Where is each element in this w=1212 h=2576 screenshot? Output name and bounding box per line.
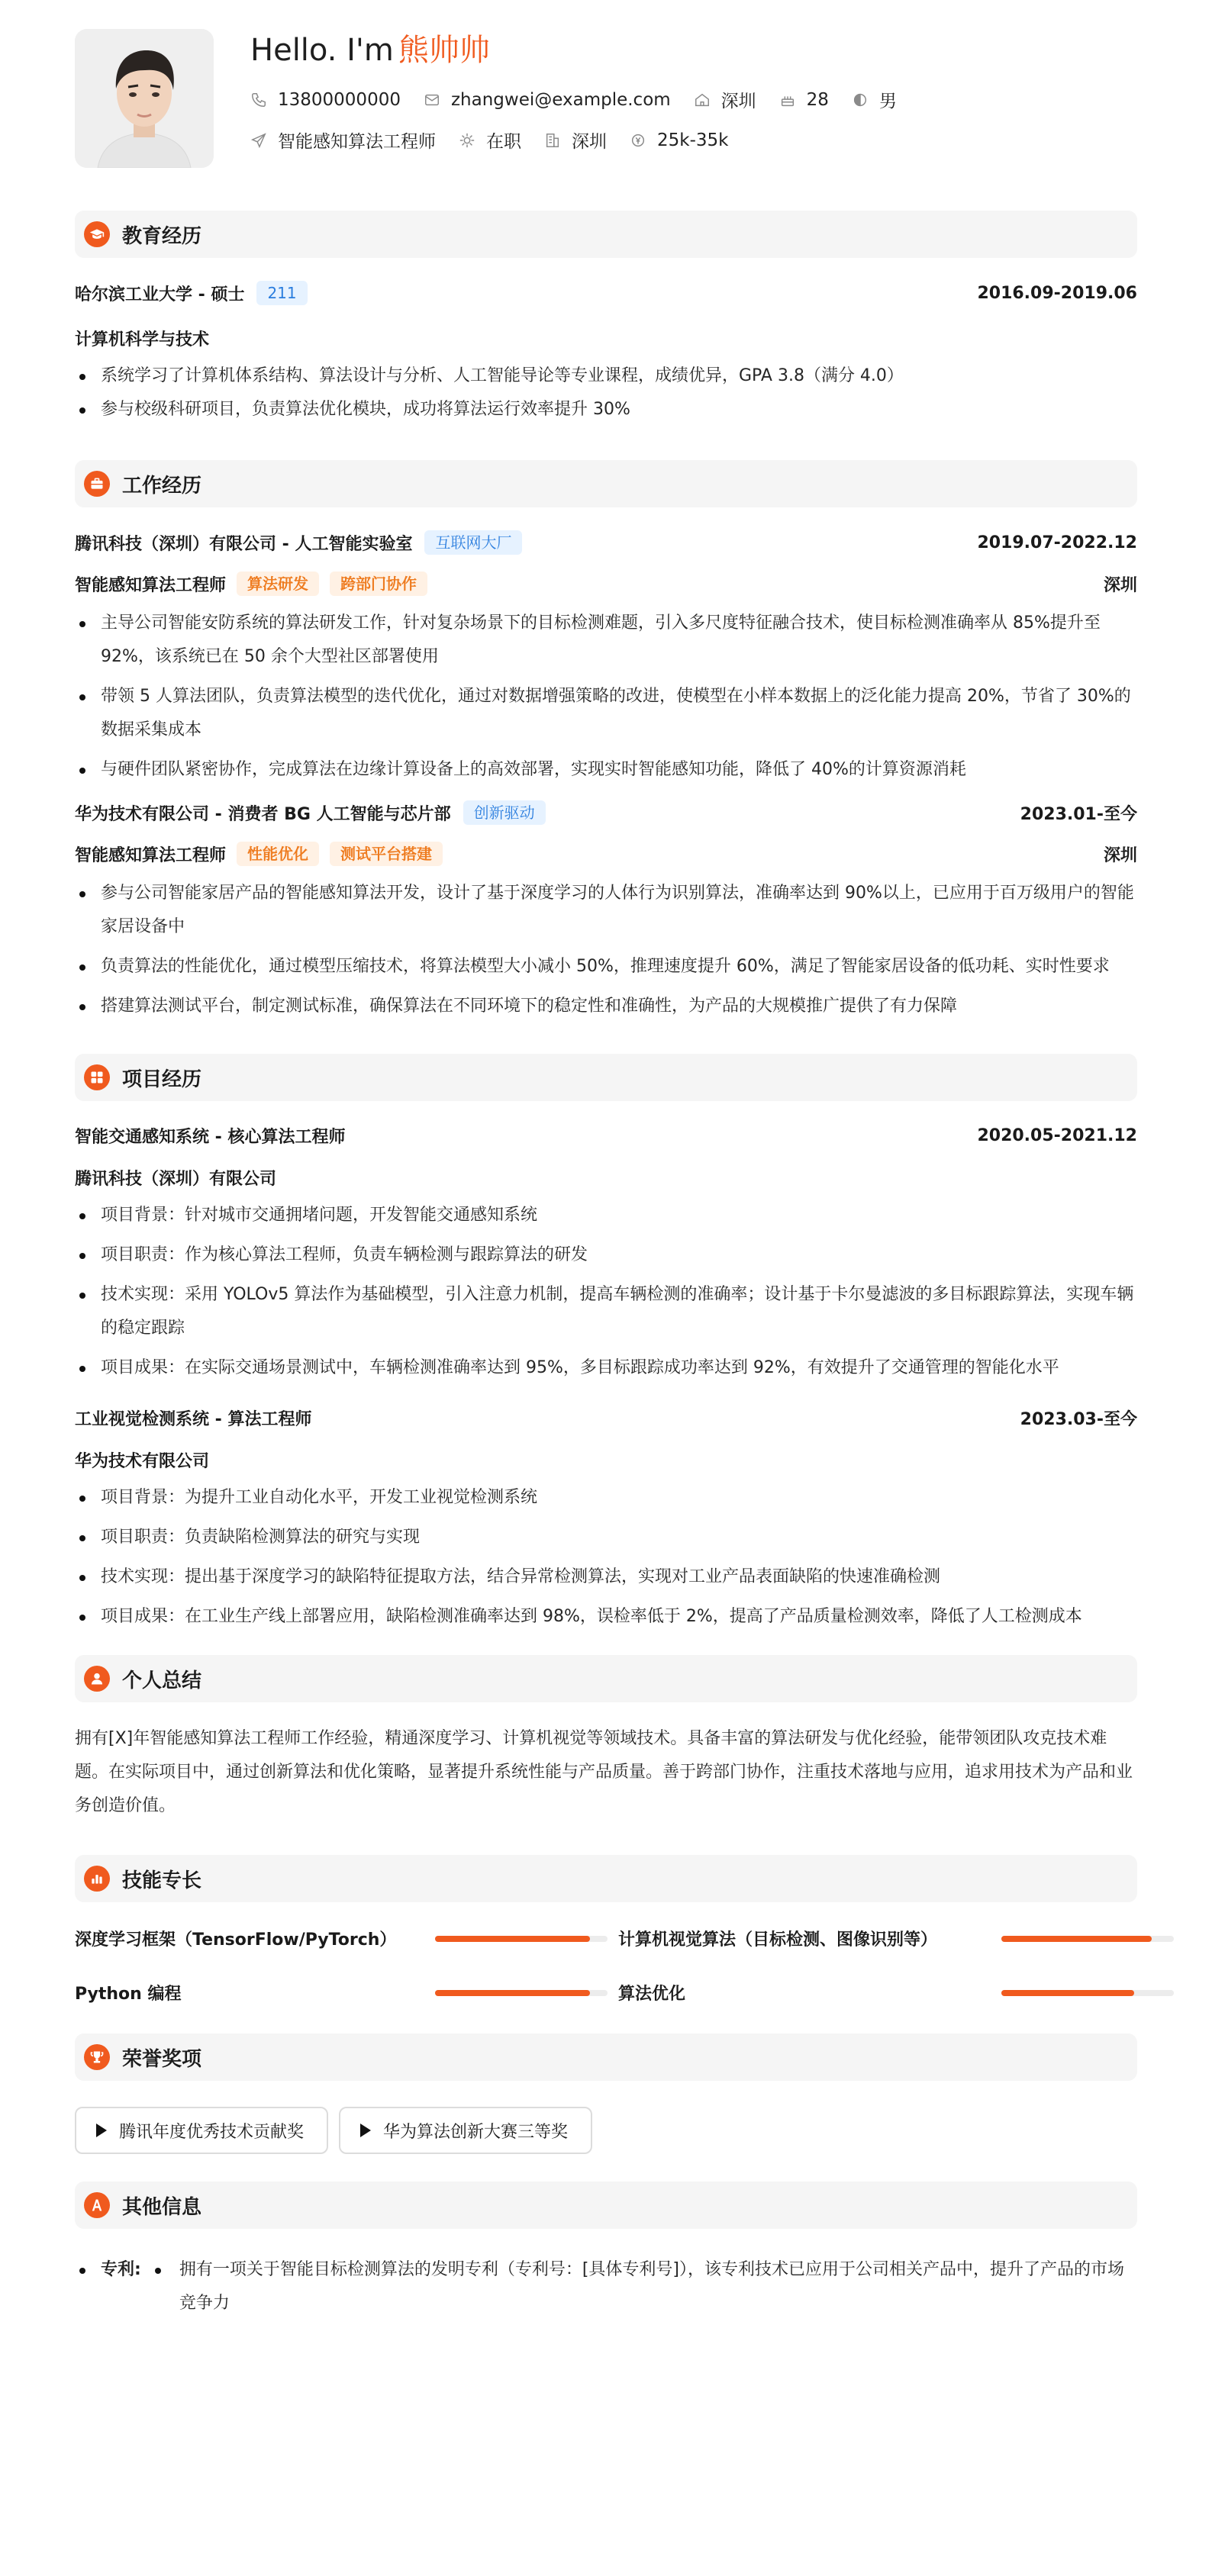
projects-section-header [75,1054,1137,1101]
grid-icon [84,1064,110,1090]
role-tag: 算法研发 [237,572,319,596]
email-item [424,90,671,110]
avatar [75,29,214,168]
job-entry [75,530,1137,787]
play-icon [360,2124,371,2137]
contact-row [250,87,920,112]
work-section-header [75,460,1137,507]
skill-bar [1001,1936,1174,1942]
list-item: 项目成果：在实际交通场景测试中，车辆检测准确率达到 95%，多目标跟踪成功率达到 92%，有效提升了交通管理的智能化水平 [75,1351,1137,1385]
work-title: 工作经历 [122,474,202,497]
position-item [250,127,436,153]
city-item [544,127,607,153]
patent-label: 专利: [75,2253,141,2320]
skills-title: 技能专长 [122,1869,202,1892]
project-entry [75,1406,1137,1634]
skill-item [618,1927,1162,1950]
list-item: 与硬件团队紧密协作，完成算法在边缘计算设备上的高效部署，实现实时智能感知功能，降低了 40%的计算资源消耗 [75,753,1137,787]
bar-chart-icon [84,1866,110,1892]
skill-bar [435,1990,608,1996]
awards-section-header [75,2033,1137,2081]
candidate-name: 熊帅帅 [398,33,490,68]
project-name: 智能交通感知系统 - 核心算法工程师 [75,1128,346,1147]
list-item: 技术实现：采用 YOLOv5 算法作为基础模型，引入注意力机制，提高车辆检测的准确率；设计基于卡尔曼滤波的多目标跟踪算法，实现车辆的稳定跟踪 [75,1278,1137,1345]
list-item: 项目成果：在工业生产线上部署应用，缺陷检测准确率达到 98%，误检率低于 2%，提高了产品质量检测效率，降低了人工检测成本 [75,1600,1137,1634]
education-title: 教育经历 [122,224,202,248]
list-item: 系统学习了计算机体系结构、算法设计与分析、人工智能导论等专业课程，成绩优异，GPA 3.8（满分 4.0） [75,359,1137,393]
salary-item [630,130,728,150]
gender-item [852,87,897,112]
job-date: 2019.07-2022.12 [977,533,1137,552]
other-bullets [150,2253,1137,2320]
greeting: Hello. I'm [250,33,394,68]
employment-status: 在职 [486,132,521,152]
cake-icon [779,92,796,108]
position: 智能感知算法工程师 [278,132,436,152]
phone: 13800000000 [278,89,401,110]
greeting-line [250,31,920,70]
summary-text: 拥有[X]年智能感知算法工程师工作经验，精通深度学习、计算机视觉等领域技术。具备丰富的算法研发与优化经验，能带领团队攻克技术难题。在实际项目中，通过创新算法和优化策略，显著提升系统性能与产品质量。善于跨部门协作，注重技术落地与应用，追求用技术为产品和业务创造价值。 [75,1729,1133,1815]
skill-bar [435,1936,608,1942]
job-date: 2023.01-至今 [1020,804,1137,824]
role: 智能感知算法工程师 [75,575,227,595]
send-icon [250,132,267,149]
role-line [75,842,443,866]
list-item: 主导公司智能安防系统的算法研发工作，针对复杂场景下的目标检测难题，引入多尺度特征融合技术，使目标检测准确率从 85%提升至 92%，该系统已在 50 余个大型社区部署使用 [75,607,1137,674]
list-item: 项目职责：负责缺陷检测算法的研究与实现 [75,1521,1137,1554]
school-tag: 211 [256,281,307,305]
skill-item [75,1927,618,1950]
company-line [75,530,522,555]
job-bullets [75,607,1137,787]
job-entry [75,800,1137,1023]
list-item: 负责算法的性能优化，通过模型压缩技术，将算法模型大小减小 50%，推理速度提升 60%，满足了智能家居设备的低功耗、实时性要求 [75,950,1137,984]
email: zhangwei@example.com [450,89,671,110]
company: 华为技术有限公司 - 消费者 BG 人工智能与芯片部 [75,804,451,824]
award-item [339,2107,592,2154]
user-icon [84,1666,110,1692]
skill-name: 算法优化 [618,1985,686,2004]
status-item [459,127,521,153]
awards-list [75,2107,1137,2154]
salary: 25k-35k [657,130,729,150]
resume-header [75,29,1137,179]
hometown-item [694,87,756,112]
project-header [75,1124,1137,1148]
job-role-line [75,842,1137,866]
company: 腾讯科技（深圳）有限公司 - 人工智能实验室 [75,534,413,554]
school: 哈尔滨工业大学 - 硕士 [75,285,245,304]
phone-item [250,90,401,110]
other-title: 其他信息 [122,2195,202,2219]
role: 智能感知算法工程师 [75,845,227,865]
money-icon [630,132,646,149]
project-header [75,1406,1137,1430]
project-entry [75,1124,1137,1385]
skill-name: Python 编程 [75,1985,182,2004]
awards-title: 荣誉奖项 [122,2047,202,2071]
education-bullets [75,359,1137,427]
skill-fill [1001,1936,1152,1942]
role-tag: 跨部门协作 [330,572,427,596]
list-item: 参与校级科研项目，负责算法优化模块，成功将算法运行效率提升 30% [75,393,1137,427]
list-item: 技术实现：提出基于深度学习的缺陷特征提取方法，结合异常检测算法，实现对工业产品表面缺陷的快速准确检测 [75,1560,1137,1594]
education-entry-header [75,281,1137,305]
company-tag: 互联网大厂 [424,530,522,555]
letter-a-icon [84,2192,110,2218]
major: 计算机科学与技术 [75,330,210,349]
project-company: 腾讯科技（深圳）有限公司 [75,1170,277,1189]
skill-fill [1001,1990,1134,1996]
education-date: 2016.09-2019.06 [977,283,1137,303]
skills-grid [75,1927,1137,2004]
gender: 男 [878,92,897,111]
job-header [75,800,1137,825]
status-icon [459,132,475,149]
skill-item [75,1981,618,2004]
play-icon [96,2124,107,2137]
list-item: 参与公司智能家居产品的智能感知算法开发，设计了基于深度学习的人体行为识别算法，准确率达到 90%以上，已应用于百万级用户的智能家居设备中 [75,877,1137,944]
hometown: 深圳 [720,92,756,111]
graduation-cap-icon [84,221,110,247]
age-item [779,90,829,110]
mail-icon [424,92,440,108]
company-tag: 创新驱动 [463,800,546,825]
home-icon [694,92,711,108]
briefcase-icon [84,471,110,497]
phone-icon [250,92,267,108]
job-intent-row [250,127,920,153]
project-bullets [75,1199,1137,1385]
summary-section-header [75,1655,1137,1702]
list-item: 带领 5 人算法团队，负责算法模型的迭代优化，通过对数据增强策略的改进，使模型在小样本数据上的泛化能力提高 20%，节省了 30%的数据采集成本 [75,680,1137,747]
award-label: 华为算法创新大赛三等奖 [383,2122,569,2142]
header-info [250,29,920,153]
skill-name: 计算机视觉算法（目标检测、图像识别等） [618,1930,938,1950]
skill-name: 深度学习框架（TensorFlow/PyTorch） [75,1930,397,1950]
school-line [75,281,308,305]
list-item: 项目背景：为提升工业自动化水平，开发工业视觉检测系统 [75,1481,1137,1515]
list-item: 项目背景：针对城市交通拥堵问题，开发智能交通感知系统 [75,1199,1137,1232]
skills-section-header [75,1855,1137,1902]
project-bullets [75,1481,1137,1634]
other-section-header [75,2182,1137,2229]
summary-title: 个人总结 [122,1669,202,1692]
other-info [75,2253,1137,2320]
award-label: 腾讯年度优秀技术贡献奖 [119,2122,305,2142]
building-icon [544,132,561,149]
education-section-header [75,211,1137,258]
projects-title: 项目经历 [122,1067,202,1091]
role-tag: 性能优化 [237,842,319,866]
job-city: 深圳 [1103,575,1137,595]
project-name: 工业视觉检测系统 - 算法工程师 [75,1410,312,1429]
list-item: 拥有一项关于智能目标检测算法的发明专利（专利号：[具体专利号]），该专利技术已应用于公司相关产品中，提升了产品的市场竞争力 [150,2253,1137,2320]
project-date: 2020.05-2021.12 [977,1126,1137,1145]
project-date: 2023.03-至今 [1020,1410,1137,1429]
award-item [75,2107,328,2154]
gender-icon [852,92,869,108]
company-line [75,800,546,825]
age: 28 [806,89,829,110]
job-header [75,530,1137,555]
skill-item [618,1981,1162,2004]
job-bullets [75,877,1137,1023]
project-company: 华为技术有限公司 [75,1452,210,1471]
skill-fill [435,1936,590,1942]
skill-fill [435,1990,590,1996]
list-item: 搭建算法测试平台，制定测试标准，确保算法在不同环境下的稳定性和准确性，为产品的大规模推广提供了有力保障 [75,990,1137,1023]
role-tag: 测试平台搭建 [330,842,443,866]
role-line [75,572,427,596]
skill-bar [1001,1990,1174,1996]
job-city: 深圳 [1103,845,1137,865]
city: 深圳 [572,132,607,152]
trophy-icon [84,2044,110,2070]
list-item: 项目职责：作为核心算法工程师，负责车辆检测与跟踪算法的研发 [75,1238,1137,1272]
job-role-line [75,572,1137,596]
